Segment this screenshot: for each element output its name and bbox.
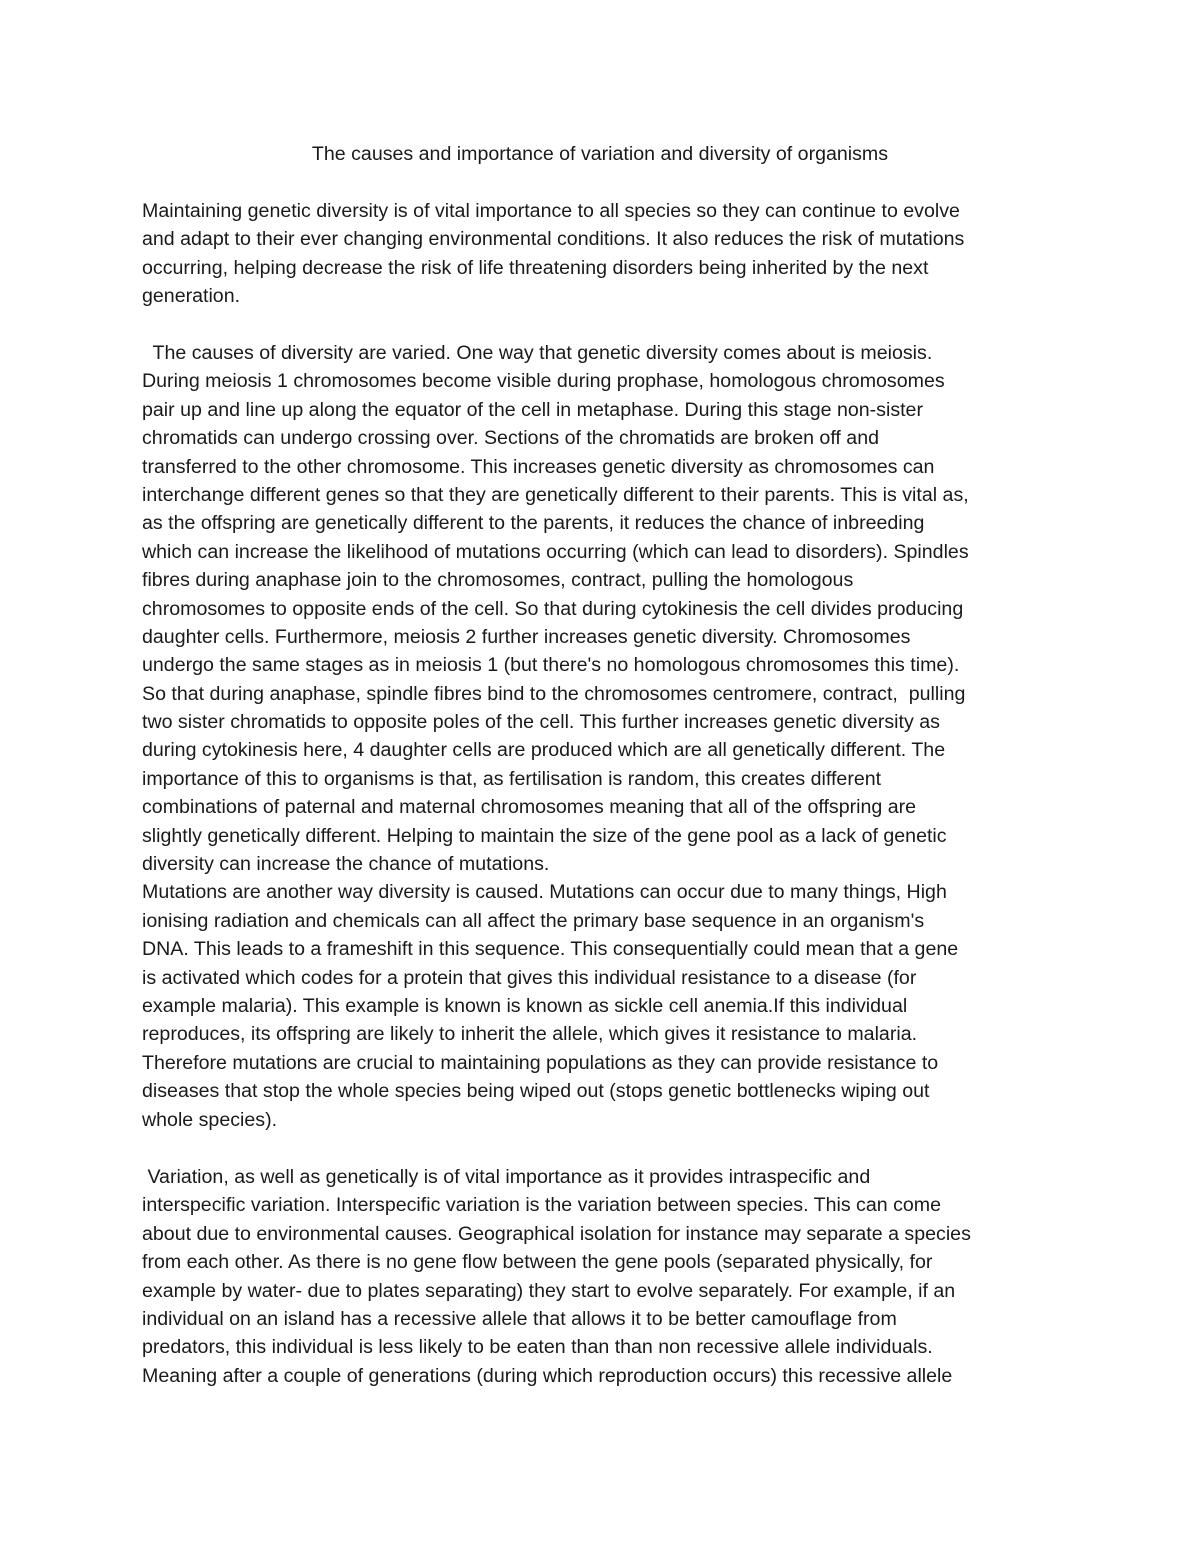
text-line: During meiosis 1 chromosomes become visible during prophase, homologous chromosomes (142, 370, 945, 393)
text-line: Variation, as well as genetically is of vital importance as it provides intraspecific and (142, 1166, 871, 1188)
text-line: occurring, helping decrease the risk of life threatening disorders being inherited by the next (142, 256, 929, 279)
text-line: daughter cells. Furthermore, meiosis 2 further increases genetic diversity. Chromosomes (142, 625, 911, 648)
text-line: The causes of diversity are varied. One way that genetic diversity comes about is meiosis. (142, 342, 933, 364)
text-line: fibres during anaphase join to the chromosomes, contract, pulling the homologous (142, 569, 854, 592)
text-line: two sister chromatids to opposite poles of the cell. This further increases genetic diversity as (142, 711, 940, 734)
text-line: Meaning after a couple of generations (during which reproduction occurs) this recessive allele (142, 1364, 953, 1387)
text-line: importance of this to organisms is that, as fertilisation is random, this creates different (142, 767, 882, 790)
text-line: interspecific variation. Interspecific variation is the variation between species. This can come (142, 1194, 942, 1217)
paragraph-genetic-diversity (142, 197, 1072, 311)
text-line: slightly genetically different. Helping to maintain the size of the gene pool as a lack of genetic (142, 824, 947, 847)
text-line: as the offspring are genetically different to the parents, it reduces the chance of inbreeding (142, 512, 925, 535)
text-line: pair up and line up along the equator of the cell in metaphase. During this stage non-sister (142, 398, 923, 421)
text-line: from each other. As there is no gene flow between the gene pools (separated physically, for (142, 1251, 933, 1274)
text-line: which can increase the likelihood of mutations occurring (which can lead to disorders). Spindles (142, 540, 969, 563)
text-line: combinations of paternal and maternal chromosomes meaning that all of the offspring are (142, 796, 917, 819)
text-line: generation. (142, 285, 241, 308)
text-line: diversity can increase the chance of mutations. (142, 853, 550, 876)
document-title: The causes and importance of variation and diversity of organisms (311, 143, 889, 165)
text-line: predators, this individual is less likely to be eaten than than non recessive allele individuals. (142, 1336, 933, 1359)
text-line: chromosomes to opposite ends of the cell. So that during cytokinesis the cell divides producing (142, 597, 964, 620)
text-line: chromatids can undergo crossing over. Sections of the chromatids are broken off and (142, 427, 879, 450)
text-line: transferred to the other chromosome. This increases genetic diversity as chromosomes can (142, 455, 935, 478)
text-line: ionising radiation and chemicals can all affect the primary base sequence in an organism's (142, 909, 925, 932)
paragraph-causes-of-diversity (142, 339, 1072, 1134)
text-line: about due to environmental causes. Geographical isolation for instance may separate a species (142, 1222, 971, 1245)
text-line: example by water- due to plates separating) they start to evolve separately. For example, if an (142, 1279, 956, 1302)
text-line: diseases that stop the whole species being wiped out (stops genetic bottlenecks wiping out (142, 1080, 930, 1103)
text-line: example malaria). This example is known is known as sickle cell anemia.If this individual (142, 994, 908, 1017)
paragraph-variation (142, 1163, 1072, 1390)
text-line: interchange different genes so that they are genetically different to their parents. This is vital as, (142, 483, 969, 506)
text-line: is activated which codes for a protein that gives this individual resistance to a disease (for (142, 966, 917, 989)
text-line: So that during anaphase, spindle fibres bind to the chromosomes centromere, contract, pulling (142, 682, 966, 705)
text-line: reproduces, its offspring are likely to inherit the allele, which gives it resistance to malaria. (142, 1023, 918, 1046)
text-line: individual on an island has a recessive allele that allows it to be better camouflage from (142, 1307, 897, 1330)
text-line: DNA. This leads to a frameshift in this sequence. This consequentially could mean that a gene (142, 938, 959, 961)
text-line: whole species). (142, 1108, 278, 1131)
text-line: Therefore mutations are crucial to maintaining populations as they can provide resistance to (142, 1051, 939, 1074)
text-line: undergo the same stages as in meiosis 1 (but there's no homologous chromosomes this time). (142, 654, 960, 677)
text-line: and adapt to their ever changing environmental conditions. It also reduces the risk of mutations (142, 228, 965, 251)
text-line: Maintaining genetic diversity is of vital importance to all species so they can continue to evolve (142, 200, 960, 222)
text-line: Mutations are another way diversity is caused. Mutations can occur due to many things, High (142, 881, 947, 904)
text-line: during cytokinesis here, 4 daughter cells are produced which are all genetically different. The (142, 739, 946, 762)
